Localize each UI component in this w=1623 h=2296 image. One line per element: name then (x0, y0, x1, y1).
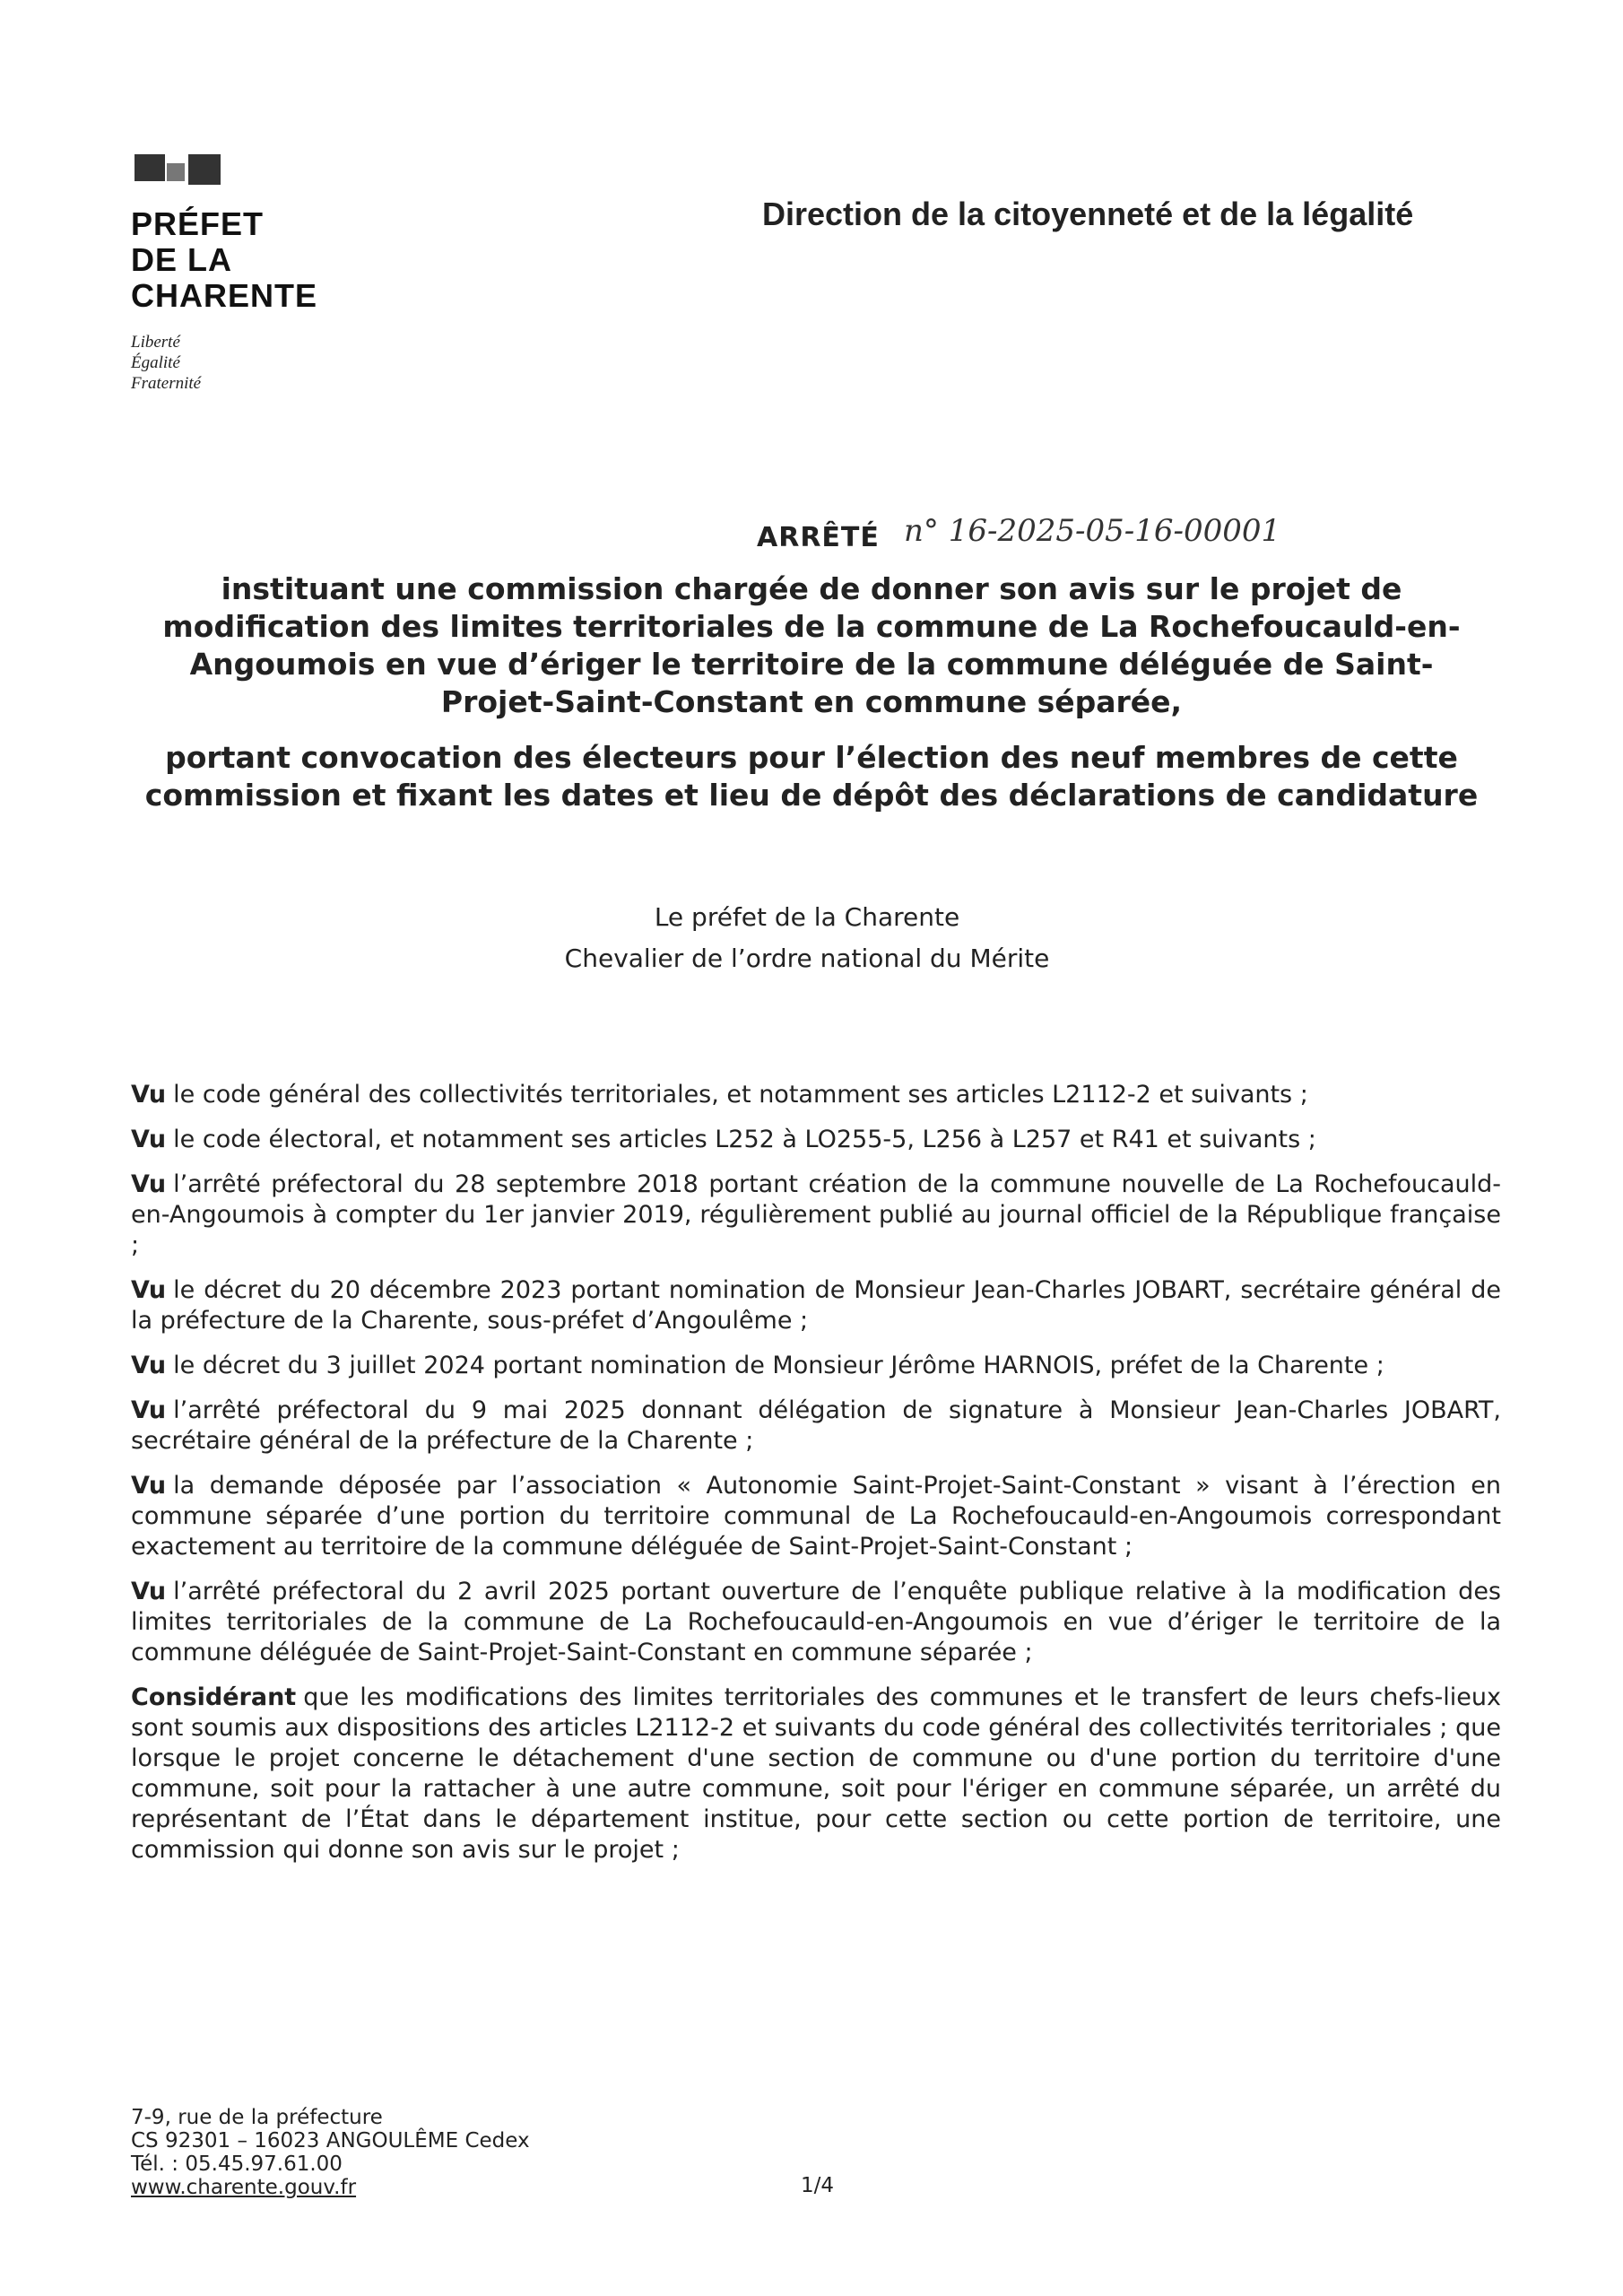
visa-item (131, 1351, 1501, 1381)
visa-text: le code général des collectivités territoriales, et notamment ses articles L2112-2 et suivants ; (173, 1081, 1308, 1109)
visa-item (131, 1080, 1501, 1110)
visa-keyword: Vu (131, 1472, 167, 1500)
visa-item (131, 1396, 1501, 1457)
footer-street: 7-9, rue de la préfecture (131, 2106, 383, 2129)
visa-text: la demande déposée par l’association « Autonomie Saint-Projet-Saint-Constant » visant à l’érection en commune séparée d’une portion du territoire communal de La Rochefoucauld-en-Angoumois correspondant exactement au territoire de la commune déléguée de Saint-Projet-Saint-Constant ; (131, 1472, 1501, 1561)
footer-website-link[interactable]: www.charente.gouv.fr (131, 2176, 357, 2199)
visa-text: le décret du 3 juillet 2024 portant nomination de Monsieur Jérôme HARNOIS, préfet de la Charente ; (173, 1352, 1384, 1379)
visa-item (131, 1275, 1501, 1336)
footer-phone: Tél. : 05.45.97.61.00 (131, 2152, 343, 2176)
visa-text: le décret du 20 décembre 2023 portant nomination de Monsieur Jean-Charles JOBART, secrétaire général de la préfecture de la Charente, sous-préfet d’Angoulême ; (131, 1276, 1501, 1335)
considerant-text: que les modifications des limites territoriales des communes et le transfert de leurs chefs-lieux sont soumis aux dispositions des articles L2112-2 et suivants du code général des collectivités territoriales ; que lorsque le projet concerne le détachement d'une section de commune ou d'une portion du territoire d'une commune, soit pour la rattacher à une autre commune, soit pour l'ériger en commune séparée, un arrêté du représentant de l’État dans le département institue, pour cette section ou cette portion de territoire, une commission qui donne son avis sur le projet ; (131, 1683, 1501, 1864)
prefet-distinction: Chevalier de l’ordre national du Mérite (564, 944, 1050, 973)
arrete-title (135, 570, 1488, 814)
visa-item (131, 1125, 1501, 1155)
direction-heading: Direction de la citoyenneté et de la légalité (762, 196, 1414, 232)
considerant-keyword: Considérant (131, 1683, 297, 1711)
prefet-title: Le préfet de la Charente (654, 902, 960, 932)
visa-item (131, 1577, 1501, 1668)
visa-keyword: Vu (131, 1276, 167, 1304)
visa-text: le code électoral, et notamment ses articles L252 à LO255-5, L256 à L257 et R41 et suivants ; (173, 1126, 1316, 1153)
motto-liberte: Liberté (131, 333, 180, 352)
logo-line-2: DE LA (131, 241, 232, 278)
page-number: 1/4 (801, 2174, 835, 2197)
arrete-number: n° 16-2025-05-16-00001 (904, 513, 1281, 549)
title-part-2: portant convocation des électeurs pour l’élection des neuf membres de cette commission et fixant les dates et lieu de dépôt des déclarations de candidature (144, 740, 1479, 813)
republic-motto (131, 332, 364, 394)
title-part-1: instituant une commission chargée de donner son avis sur le projet de modification des limites territoriales de la commune de La Rochefoucauld-en-Angoumois en vue d’ériger le territoire de la commune déléguée de Saint-Projet-Saint-Constant en commune séparée, (162, 571, 1461, 719)
visa-text: l’arrêté préfectoral du 28 septembre 2018 portant création de la commune nouvelle de La Rochefoucauld-en-Angoumois à compter du 1er janvier 2019, régulièrement publié au journal officiel de la République française ; (131, 1170, 1501, 1259)
visa-keyword: Vu (131, 1126, 167, 1153)
logo-line-3: CHARENTE (131, 277, 318, 314)
prefet-signatory (359, 897, 1255, 979)
visa-keyword: Vu (131, 1578, 167, 1605)
considerant-item (131, 1683, 1501, 1866)
visa-text: l’arrêté préfectoral du 9 mai 2025 donnant délégation de signature à Monsieur Jean-Charles JOBART, secrétaire général de la préfecture de la Charente ; (131, 1396, 1501, 1455)
arrete-label: ARRÊTÉ (757, 522, 880, 553)
visa-text: l’arrêté préfectoral du 2 avril 2025 portant ouverture de l’enquête publique relative à la modification des limites territoriales de la commune de La Rochefoucauld-en-Angoumois en vue d’ériger le territoire de la commune déléguée de Saint-Projet-Saint-Constant en commune séparée ; (131, 1578, 1501, 1666)
footer-postal: CS 92301 – 16023 ANGOULÊME Cedex (131, 2129, 530, 2152)
motto-fraternite: Fraternité (131, 374, 202, 393)
footer-address (131, 2106, 530, 2199)
visa-item (131, 1471, 1501, 1562)
visa-item (131, 1170, 1501, 1261)
prefecture-logo (131, 151, 364, 394)
visa-keyword: Vu (131, 1081, 167, 1109)
motto-egalite: Égalité (131, 353, 180, 372)
visa-keyword: Vu (131, 1396, 167, 1424)
visas-list (131, 1080, 1501, 1880)
visa-keyword: Vu (131, 1170, 167, 1198)
marianne-icon (131, 151, 226, 187)
logo-line-1: PRÉFET (131, 205, 265, 242)
visa-keyword: Vu (131, 1352, 167, 1379)
